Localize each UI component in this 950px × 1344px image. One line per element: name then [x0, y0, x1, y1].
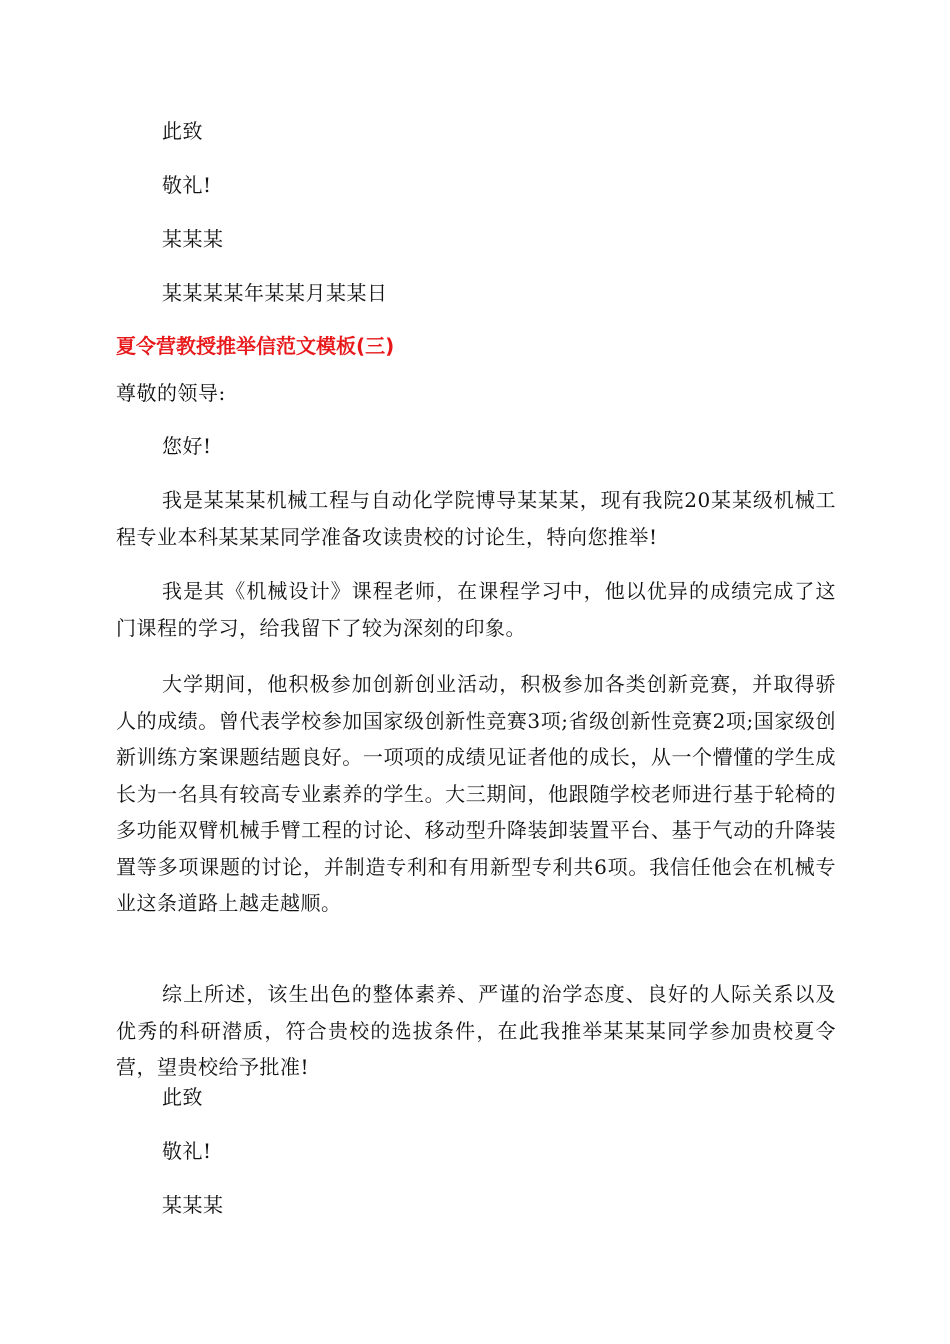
section-title: 夏令营教授推举信范文模板(三): [116, 334, 395, 358]
top-closing-salutation: 此致: [162, 119, 203, 143]
paragraph-summary: 综上所述，该生出色的整体素养、严谨的治学态度、良好的人际关系以及优秀的科研潜质，符合贵校的选拔条件，在此我推举某某某同学参加贵校夏令营，望贵校给予批准!: [116, 982, 836, 1079]
closing-signer: 某某某: [162, 1193, 224, 1217]
top-closing-regards: 敬礼!: [162, 173, 212, 197]
top-closing-date: 某某某某年某某月某某日: [162, 281, 388, 305]
greeting: 尊敬的领导:: [116, 381, 226, 405]
closing-salutation: 此致: [162, 1085, 203, 1109]
top-closing-signer: 某某某: [162, 227, 224, 251]
paragraph-course: 我是其《机械设计》课程老师，在课程学习中，他以优异的成绩完成了这门课程的学习，给我留下了较为深刻的印象。: [116, 579, 836, 640]
hello: 您好!: [162, 434, 212, 458]
paragraph-achievements: 大学期间，他积极参加创新创业活动，积极参加各类创新竞赛，并取得骄人的成绩。曾代表学校参加国家级创新性竞赛3项;省级创新性竞赛2项;国家级创新训练方案课题结题良好。一项项的成绩见证者他的成长，从一个懵懂的学生成长为一名具有较高专业素养的学生。大三期间，他跟随学校老师进行基于轮椅的多功能双臂机械手臂工程的讨论、移动型升降装卸装置平台、基于气动的升降装置等多项课题的讨论，并制造专利和有用新型专利共6项。我信任他会在机械专业这条道路上越走越顺。: [116, 672, 836, 915]
closing-regards: 敬礼!: [162, 1139, 212, 1163]
paragraph-intro: 我是某某某机械工程与自动化学院博导某某某，现有我院20某某级机械工程专业本科某某某同学准备攻读贵校的讨论生，特向您推举!: [116, 488, 836, 549]
